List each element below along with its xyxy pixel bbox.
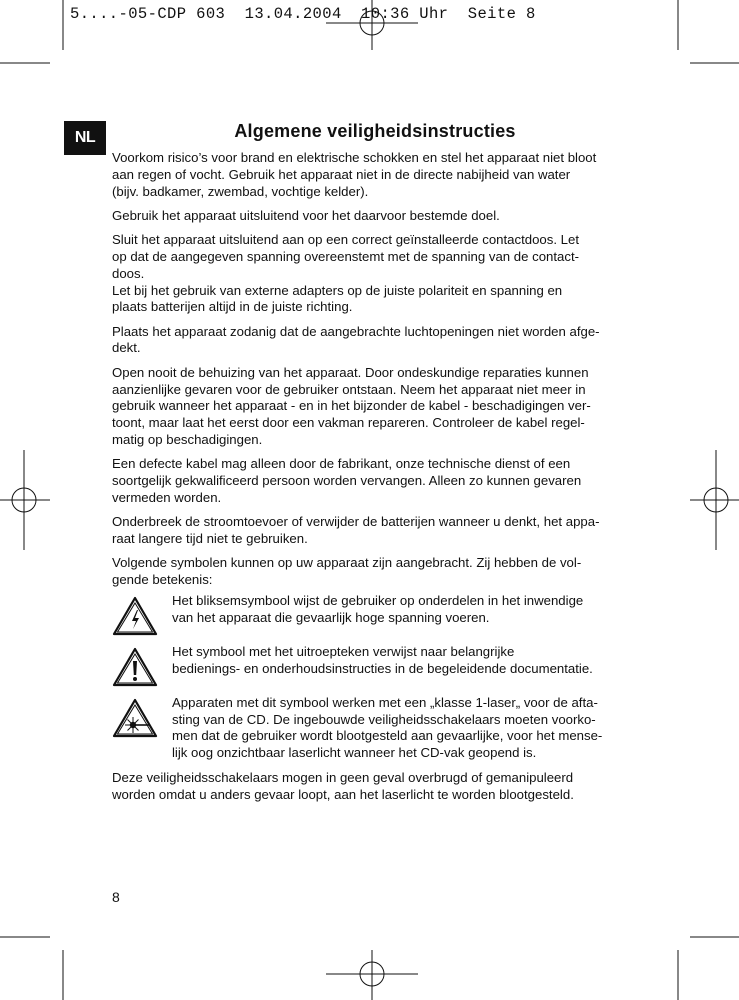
closing-paragraph: Deze veiligheidsschakelaars mogen in geen geval overbrugd of gemanipuleerd worden omdat u anders gevaar loopt, aan het laserlicht te worden blootgesteld.	[112, 770, 574, 802]
paragraph: Volgende symbolen kunnen op uw apparaat zijn aangebracht. Zij hebben de vol- gende betekenis:	[112, 555, 582, 588]
paragraph: Onderbreek de stroomtoevoer of verwijder de batterijen wanneer u denkt, het appa- raat langere tijd niet te gebruiken.	[112, 514, 600, 546]
print-slug: 5....-05-CDP 603 13.04.2004 10:36 Uhr Seite 8	[70, 5, 536, 23]
symbol-row-laser	[112, 695, 642, 762]
paragraph: Een defecte kabel mag alleen door de fabrikant, onze technische dienst of een soortgelijk gekwalificeerd persoon worden vervangen. Alleen zo kunnen gevaren vermeden worden.	[112, 456, 582, 505]
paragraph: Voorkom risico’s voor brand en elektrische schokken en stel het apparaat niet bloot aan regen of vocht. Gebruik het apparaat niet in de directe nabijheid van water (bijv. badkamer, zwembad, vochtige kelder).	[112, 150, 597, 199]
registration-mark-right	[690, 450, 739, 550]
symbol-row-exclamation	[112, 644, 642, 687]
registration-mark-top	[326, 0, 418, 50]
symbol-description: Het symbool met het uitroepteken verwijst naar belangrijke bedienings- en onderhoudsinstructies in de begeleidende documentatie.	[172, 643, 593, 676]
paragraph: Plaats het apparaat zodanig dat de aangebrachte luchtopeningen niet worden afge- dekt.	[112, 323, 600, 356]
paragraph: Open nooit de behuizing van het apparaat. Door ondeskundige reparaties kunnen aanzienlijke gevaren voor de gebruiker ontstaan. Neem het apparaat niet meer in gebruik wanneer het apparaat - en in het bijzonder de kabel - beschadigingen ver- toont, maar laat het eerst door een vakman repareren. Controleer de kabel regel- matig op beschadigingen.	[112, 364, 591, 447]
page-number: 8	[112, 889, 120, 905]
lightning-warning-icon	[112, 593, 172, 636]
symbol-row-lightning	[112, 593, 642, 636]
safety-instructions	[112, 150, 642, 811]
symbol-description: Het bliksemsymbool wijst de gebruiker op onderdelen in het inwendige van het apparaat die gevaarlijk hoge spanning voeren.	[172, 592, 584, 625]
page-title: Algemene veiligheidsinstructies	[234, 121, 516, 141]
registration-mark-left	[0, 450, 50, 550]
paragraph: Sluit het apparaat uitsluitend aan op een correct geïnstalleerde contactdoos. Let op dat de aangegeven spanning overeenstemt met de spanning van de contact- doos. Let bij het gebruik van externe adapters op de juiste polariteit en spanning en plaats batterijen altijd in de juiste richting.	[112, 232, 580, 315]
registration-mark-bottom	[326, 950, 418, 1000]
paragraph: Gebruik het apparaat uitsluitend voor het daarvoor bestemde doel.	[112, 207, 500, 223]
exclamation-warning-icon	[112, 644, 172, 687]
language-badge: NL	[64, 121, 106, 155]
symbol-description: Apparaten met dit symbool werken met een „klasse 1-laser„ voor de afta- sting van de CD. De ingebouwde veiligheidsschakelaars moeten voorko- men dat de gebruiker wordt blootgesteld aan gevaarlijke, voor het mense- lijk oog onzichtbaar laserlicht wanneer het CD-vak geopend is.	[172, 694, 603, 761]
laser-warning-icon	[112, 695, 172, 738]
